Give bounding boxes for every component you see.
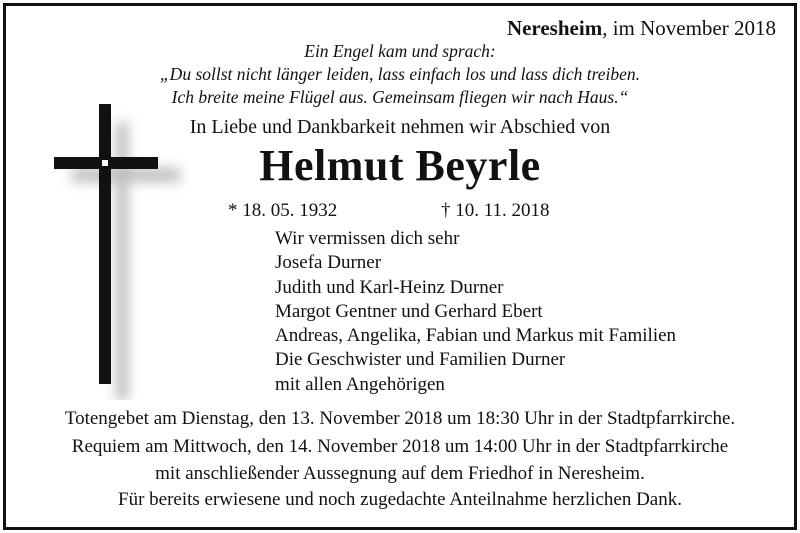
list-item: Die Geschwister und Familien Durner xyxy=(275,349,566,371)
notice-date: , im November 2018 xyxy=(602,16,776,40)
list-item: Judith und Karl-Heinz Durner xyxy=(275,276,504,298)
list-item: Wir vermissen dich sehr xyxy=(275,228,460,249)
mourners-list xyxy=(275,227,676,397)
birth-date: * 18. 05. 1932 xyxy=(228,200,338,221)
quote-line-2: „Du sollst nicht länger leiden, lass einfach los und lass dich treiben. xyxy=(159,64,641,84)
prayer-info: Totengebet am Dienstag, den 13. November 2018 um 18:30 Uhr in der Stadtpfarrkirche. xyxy=(64,408,736,429)
requiem-info: Requiem am Mittwoch, den 14. November 2018 um 14:00 Uhr in der Stadtpfarrkirche xyxy=(71,436,729,457)
death-date: † 10. 11. 2018 xyxy=(441,200,550,221)
place-name: Neresheim xyxy=(506,16,603,40)
quote-line-1: Ein Engel kam und sprach: xyxy=(304,41,496,61)
deceased-name: Helmut Beyrle xyxy=(259,141,541,190)
quote-line-3: Ich breite meine Flügel aus. Gemeinsam fliegen wir nach Haus.“ xyxy=(171,87,629,107)
list-item: Andreas, Angelika, Fabian und Markus mit Familien xyxy=(275,325,677,347)
place-date xyxy=(507,16,776,41)
thanks-line: Für bereits erwiesene und noch zugedachte Anteilnahme herzlichen Dank. xyxy=(118,489,682,510)
list-item: Josefa Durner xyxy=(275,252,382,274)
list-item: Margot Gentner und Gerhard Ebert xyxy=(275,300,543,322)
list-item: mit allen Angehörigen xyxy=(275,373,445,395)
farewell-intro: In Liebe und Dankbarkeit nehmen wir Abschied von xyxy=(189,116,611,138)
burial-info: mit anschließender Aussegnung auf dem Friedhof in Neresheim. xyxy=(155,463,645,484)
